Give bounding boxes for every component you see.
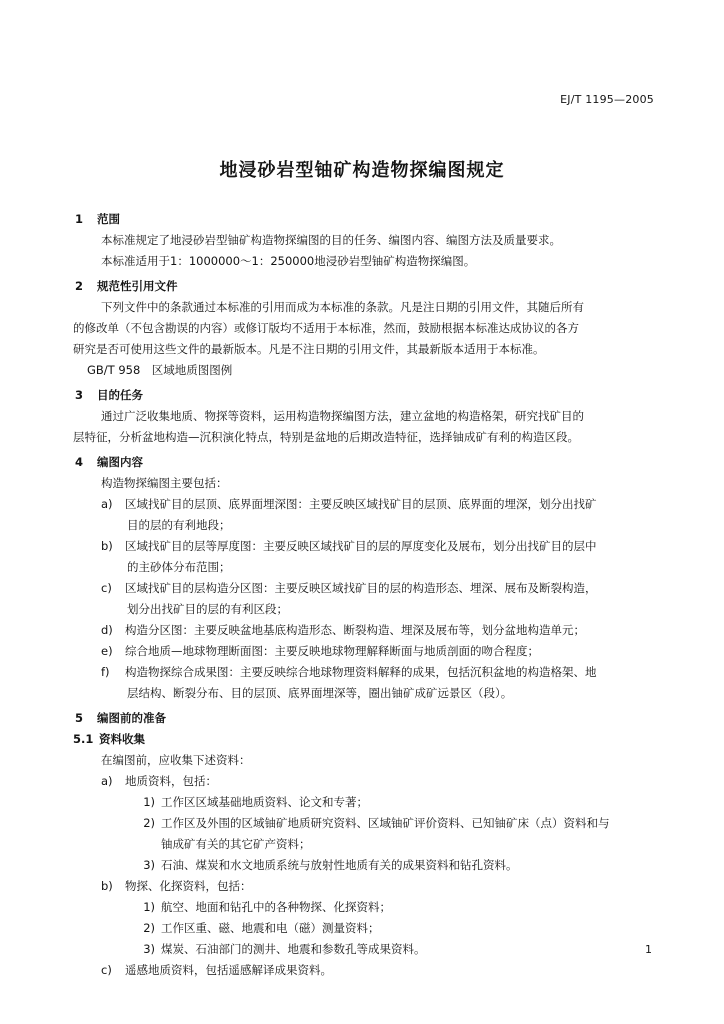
list-item-cont: 目的层的有利地段； [127,518,231,532]
section-heading: 5 编图前的准备 [75,711,166,725]
page-number: 1 [645,943,652,956]
paragraph-line: 通过广泛收集地质、物探等资料，运用构造物探编图方法，建立盆地的构造格架，研究找矿目的 [101,409,584,423]
list-item: c) 区域找矿目的层构造分区图：主要反映区域找矿目的层的构造形态、埋深、展布及断裂构造， [101,581,597,595]
paragraph-line: 下列文件中的条款通过本标准的引用而成为本标准的条款。凡是注日期的引用文件，其随后所有 [101,300,584,314]
list-item: a) 地质资料，包括： [101,774,217,788]
reference-item: GB/T 958 区域地质图图例 [87,363,233,377]
document-body [75,209,655,981]
list-item: b) 区域找矿目的层等厚度图：主要反映区域找矿目的层的厚度变化及展布，划分出找矿目的层中 [101,539,597,553]
sub-list-item: 1) 工作区区域基础地质资料、论文和专著； [143,795,368,809]
sub-list-item: 1) 航空、地面和钻孔中的各种物探、化探资料； [143,900,391,914]
list-item: b) 物探、化探资料，包括： [101,879,252,893]
list-item-cont: 划分出找矿目的层的有利区段； [127,602,288,616]
list-item: a) 区域找矿目的层顶、底界面埋深图：主要反映区域找矿目的层顶、底界面的埋深，划分出找矿 [101,497,597,511]
section-heading: 1 范围 [75,212,120,226]
paragraph: 在编图前，应收集下述资料： [101,753,251,767]
list-item-cont: 的主砂体分布范围； [127,560,231,574]
sub-list-item-cont: 铀成矿有关的其它矿产资料； [161,837,311,851]
paragraph-line: 的修改单（不包含勘误的内容）或修订版均不适用于本标准，然而，鼓励根据本标准达成协议的各方 [73,321,579,335]
paragraph-line: 研究是否可使用这些文件的最新版本。凡是不注日期的引用文件，其最新版本适用于本标准。 [73,342,545,356]
list-item: e) 综合地质—地球物理断面图：主要反映地球物理解释断面与地质剖面的吻合程度； [101,644,539,658]
list-item: f) 构造物探综合成果图：主要反映综合地球物理资料解释的成果，包括沉积盆地的构造格架、地 [101,665,597,679]
sub-list-item: 3) 煤炭、石油部门的测井、地震和参数孔等成果资料。 [143,942,426,956]
sub-list-item: 2) 工作区及外围的区域铀矿地质研究资料、区域铀矿评价资料、已知铀矿床（点）资料和与 [143,816,610,830]
paragraph: 本标准适用于1：1000000～1：250000地浸砂岩型铀矿构造物探编图。 [101,254,476,268]
section-heading: 3 目的任务 [75,388,143,402]
sub-list-item: 2) 工作区重、磁、地震和电（磁）测量资料； [143,921,380,935]
sub-list-item: 3) 石油、煤炭和水文地质系统与放射性地质有关的成果资料和钻孔资料。 [143,858,518,872]
paragraph: 构造物探编图主要包括： [101,476,228,490]
subsection-heading: 5.1 资料收集 [73,732,145,746]
standard-number: EJ/T 1195—2005 [560,93,654,106]
list-item: c) 遥感地质资料，包括遥感解译成果资料。 [101,963,332,977]
list-item-cont: 层结构、断裂分布、目的层顶、底界面埋深等，圈出铀矿成矿远景区（段）。 [127,686,513,700]
section-heading: 2 规范性引用文件 [75,279,178,293]
paragraph: 本标准规定了地浸砂岩型铀矿构造物探编图的目的任务、编图内容、编图方法及质量要求。 [101,233,561,247]
paragraph-line: 层特征，分析盆地构造—沉积演化特点，特别是盆地的后期改造特征，选择铀成矿有利的构造区段。 [73,430,579,444]
list-item: d) 构造分区图：主要反映盆地基底构造形态、断裂构造、埋深及展布等，划分盆地构造单元； [101,623,585,637]
page-title: 地浸砂岩型铀矿构造物探编图规定 [219,160,505,181]
section-heading: 4 编图内容 [75,455,143,469]
